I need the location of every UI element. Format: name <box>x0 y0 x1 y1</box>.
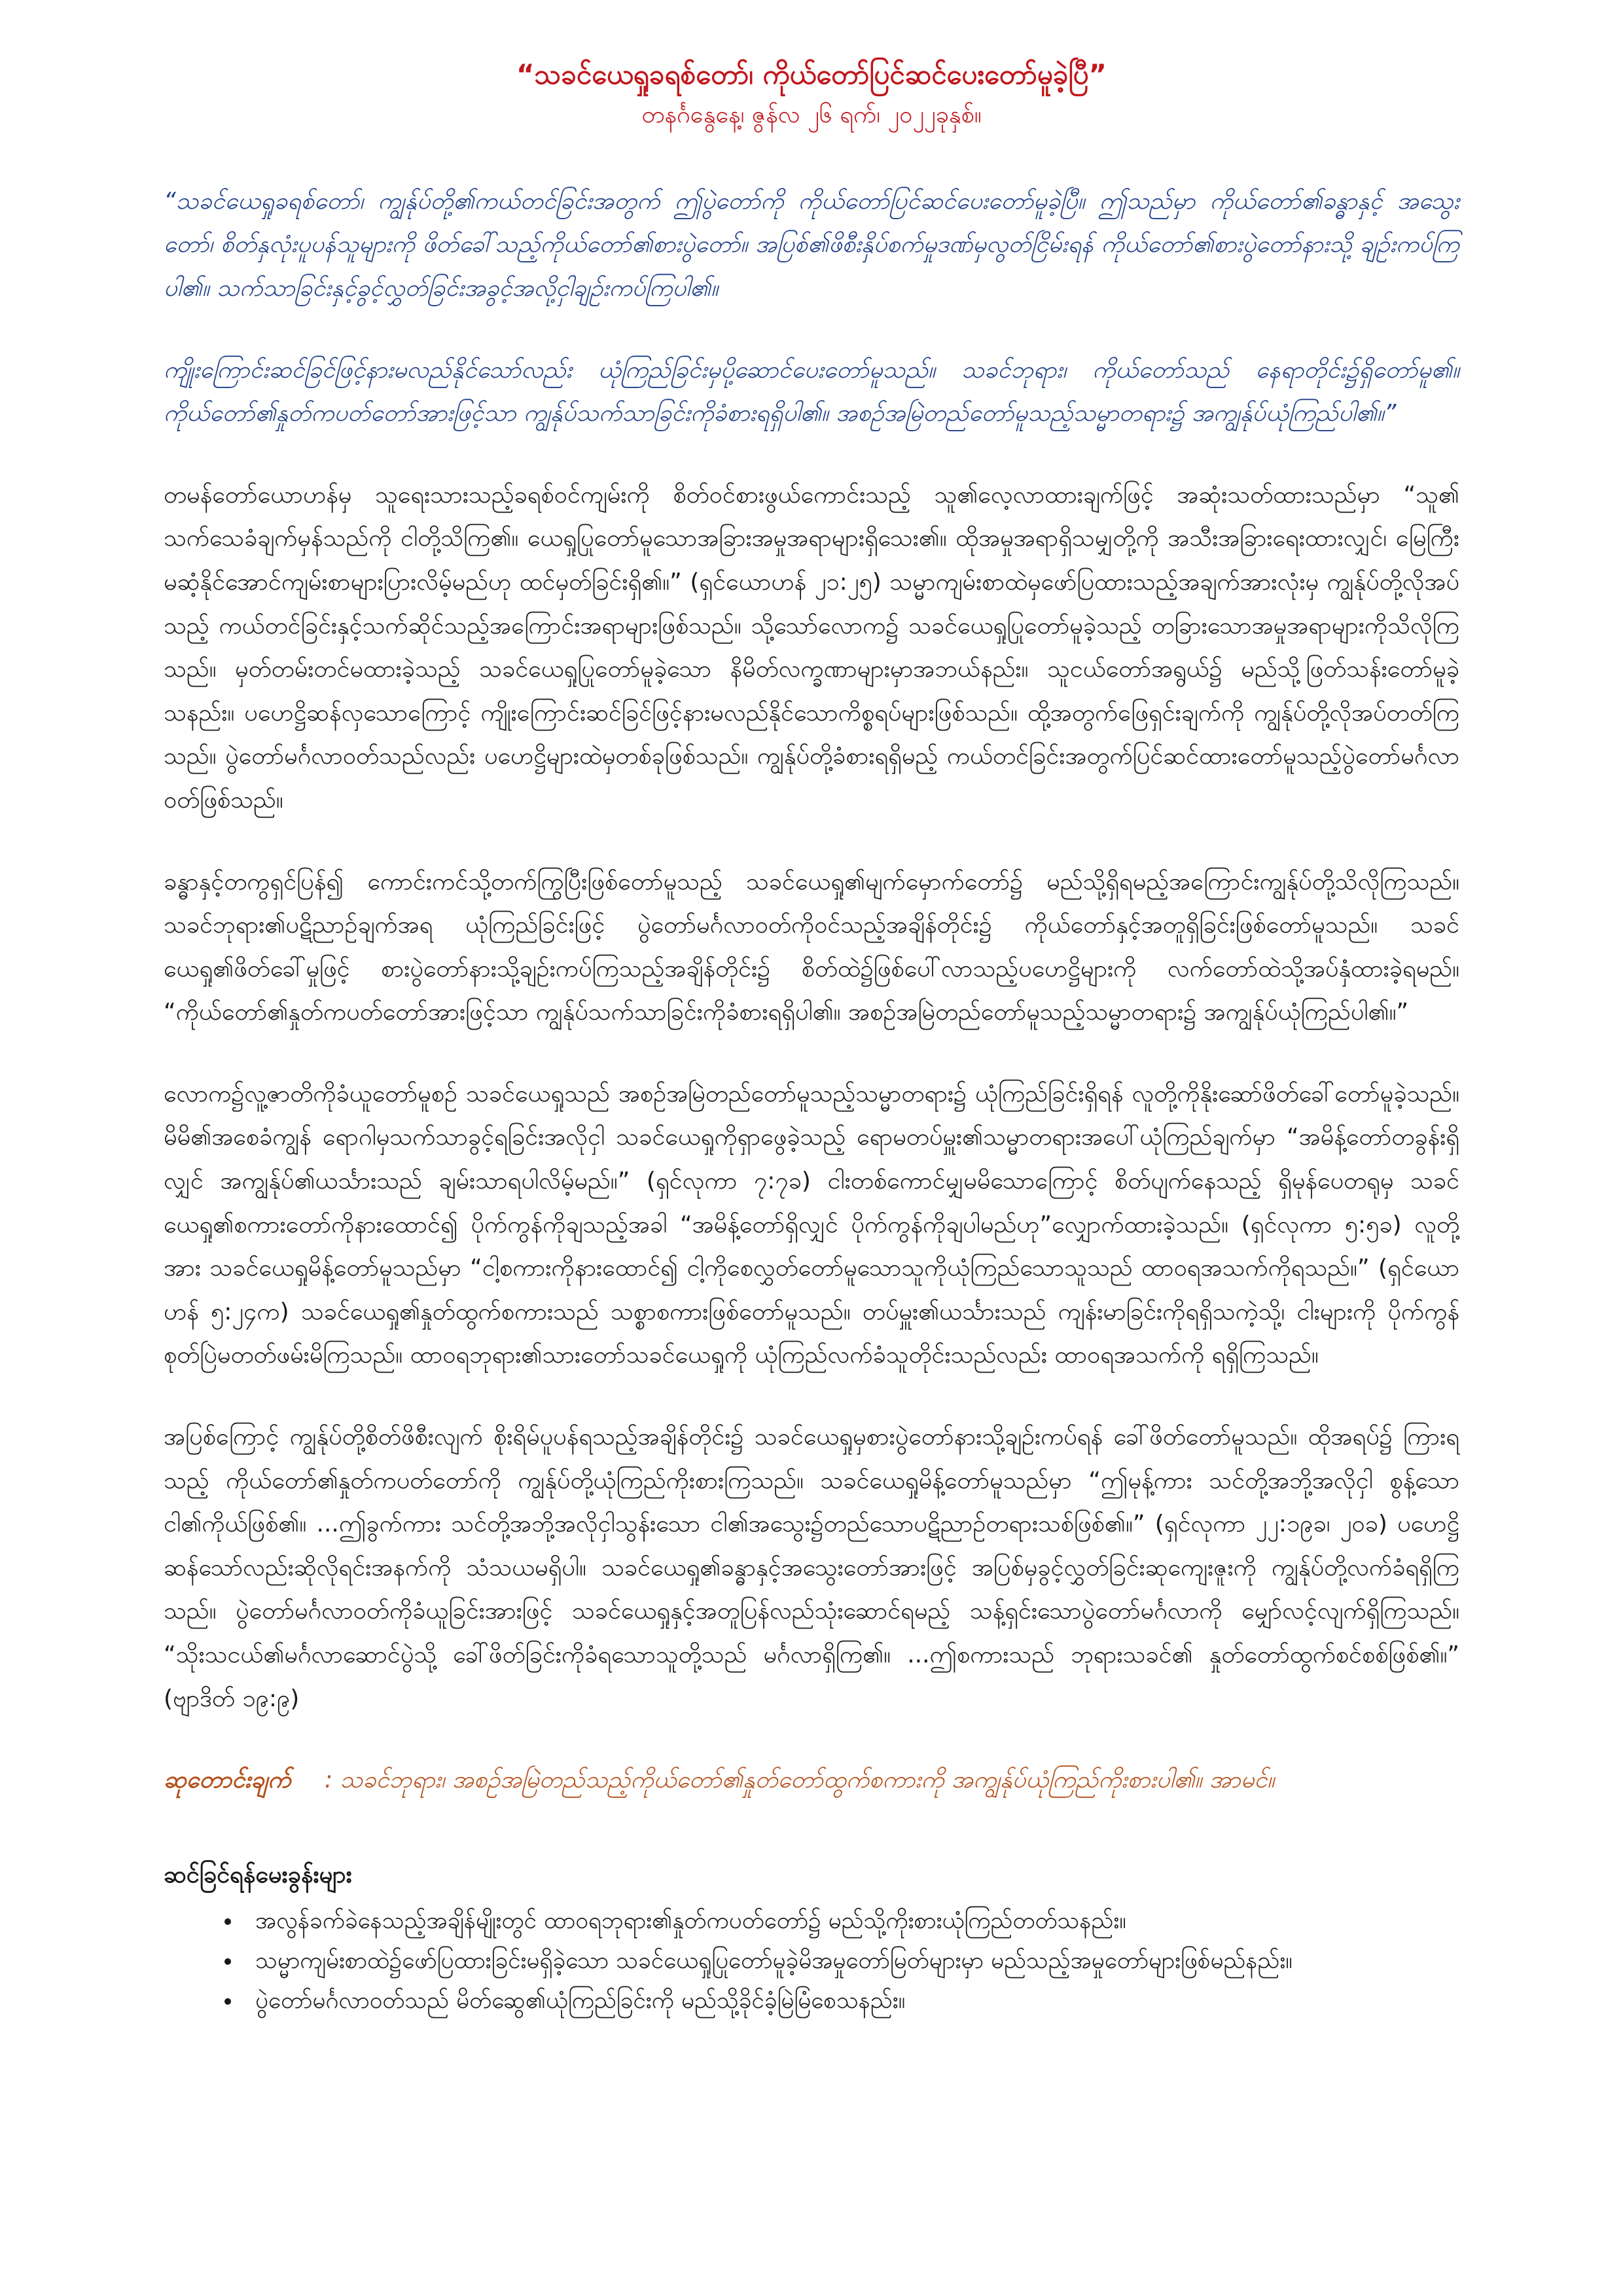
questions-list <box>164 1901 1459 2022</box>
prayer <box>164 1759 1459 1803</box>
question-item: • အလွန်ခက်ခဲနေသည့်အချိန်မျိုးတွင် ထာဝရဘုရား၏နှုတ်ကပတ်တော်၌ မည်သို့ကိုးစားယုံကြည်တတ်သနည်း။ <box>242 1901 1459 1941</box>
document-date: တနင်္ဂနွေနေ့၊ ဇွန်လ ၂၆ ရက်၊ ၂၀၂၂ခုနှစ်။ <box>641 101 982 129</box>
body-paragraph-3: လောက၌လူ့ဇာတိကိုခံယူတော်မူစဉ် သခင်ယေရှုသည် အစဉ်အမြဲတည်တော်မူသည့်သမ္မာတရား၌ ယုံကြည်ခြင်းရှိရန် လူတို့ကိုနိုးဆော်ဖိတ်ခေါ်တော်မူခဲ့သည်။ မိမိ၏အစေခံကျွန် ရောဂါမှသက်သာခွင့်ရခြင်းအလိုငှါ သခင်ယေရှုကိုရှာဖွေခဲ့သည့် ရောမတပ်မှူး၏သမ္မာတရားအပေါ်ယုံကြည်ချက်မှာ “အမိန့်တော်တခွန်းရှိလျှင် အကျွန်ုပ်၏ယင်္သားသည် ချမ်းသာရပါလိမ့်မည်။” (ရှင်လုကာ ၇:၇ခ) ငါးတစ်ကောင်မျှမမိသောကြောင့် စိတ်ပျက်နေသည့် ရှိမုန်ပေတရုမှ သခင်ယေရှု၏စကားတော်ကိုနားထောင်၍ ပိုက်ကွန်ကိုချသည့်အခါ “အမိန့်တော်ရှိလျှင် ပိုက်ကွန်ကိုချပါမည်ဟု”လျှောက်ထားခဲ့သည်။ (ရှင်လုကာ ၅:၅ခ) လူတို့အား သခင်ယေရှုမိန့်တော်မူသည်မှာ “ငါ့စကားကိုနားထောင်၍ ငါ့ကိုစေလွှတ်တော်မူသောသူကိုယုံကြည်သောသူသည် ထာဝရအသက်ကိုရသည်။” (ရှင်ယောဟန် ၅:၂၄က) သခင်ယေရှု၏နှုတ်ထွက်စကားသည် သစ္စာစကားဖြစ်တော်မူသည်။ တပ်မှူး၏ယင်္သားသည် ကျန်းမာခြင်းကိုရရှိသကဲ့သို့၊ ငါးများကို ပိုက်ကွန်စုတ်ပြဲမတတ်ဖမ်းမိကြသည်။ ထာဝရဘုရား၏သားတော်သခင်ယေရှုကို ယုံကြည်လက်ခံသူတိုင်းသည်လည်း ထာဝရအသက်ကို ရရှိကြသည်။ <box>164 1080 1459 1369</box>
body-paragraph-4: အပြစ်ကြောင့် ကျွန်ုပ်တို့စိတ်ဖိစီးလျက် စိုးရိမ်ပူပန်ရသည့်အချိန်တိုင်း၌ သခင်ယေရှုမှစားပွဲတော်နားသို့ချဉ်းကပ်ရန် ခေါ်ဖိတ်တော်မူသည်။ ထိုအရပ်၌ ကြားရသည့် ကိုယ်တော်၏နှုတ်ကပတ်တော်ကို ကျွန်ုပ်တို့ယုံကြည်ကိုးစားကြသည်။ သခင်ယေရှုမိန့်တော်မူသည်မှာ “ဤမုန့်ကား သင်တို့အဘို့အလိုငှါ စွန့်သောငါ၏ကိုယ်ဖြစ်၏။ ...ဤခွက်ကား သင်တို့အဘို့အလိုငှါသွန်းသော ငါ၏အသွေး၌တည်သောပဋိညာဉ်တရားသစ်ဖြစ်၏။” (ရှင်လုကာ ၂၂:၁၉ခ၊ ၂၀ခ) ပဟေဋ္ဌိဆန်သော်လည်းဆိုလိုရင်းအနက်ကို သံသယမရှိပါ။ သခင်ယေရှု၏ခန္ဓာနှင့်အသွေးတော်အားဖြင့် အပြစ်မှခွင့်လွှတ်ခြင်းဆုကျေးဇူးကို ကျွန်ုပ်တို့လက်ခံရရှိကြသည်။ ပွဲတော်မင်္ဂလာဝတ်ကိုခံယူခြင်းအားဖြင့် သခင်ယေရှုနှင့်အတူပြန်လည်သုံးဆောင်ရမည့် သန့်ရှင်းသောပွဲတော်မင်္ဂလာကို မျှော်လင့်လျက်ရှိကြသည်။ “သိုးသငယ်၏မင်္ဂလာဆောင်ပွဲသို့ ခေါ်ဖိတ်ခြင်းကိုခံရသောသူတို့သည် မင်္ဂလာရှိကြ၏။ ...ဤစကားသည် ဘုရားသခင်၏ နှုတ်တော်ထွက်စင်စစ်ဖြစ်၏။” (ဗျာဒိတ် ၁၉:၉) <box>164 1424 1459 1712</box>
question-item: • သမ္မာကျမ်းစာထဲ၌ဖော်ပြထားခြင်းမရှိခဲ့သော သခင်ယေရှုပြုတော်မူခဲ့မိအမှုတော်မြတ်များမှာ မည်သည့်အမှုတော်များဖြစ်မည်နည်း။ <box>242 1941 1459 1981</box>
questions-heading: ဆင်ခြင်ရန်မေးခွန်းများ <box>164 1861 352 1888</box>
question-item: • ပွဲတော်မင်္ဂလာဝတ်သည် မိတ်ဆွေ၏ယုံကြည်ခြင်းကို မည်သို့ခိုင်ခံ့မြဲမြံစေသနည်း။ <box>242 1981 1459 2021</box>
body-paragraph-2: ခန္ဓာနှင့်တကွရှင်ပြန်၍ ကောင်းကင်သို့တက်ကြွပြီးဖြစ်တော်မူသည့် သခင်ယေရှု၏မျက်မှောက်တော်၌ မည်သို့ရှိရမည့်အကြောင်းကျွန်ုပ်တို့သိလိုကြသည်။ သခင်ဘုရား၏ပဋိညာဉ်ချက်အရ ယုံကြည်ခြင်းဖြင့် ပွဲတော်မင်္ဂလာဝတ်ကိုဝင်သည့်အချိန်တိုင်း၌ ကိုယ်တော်နှင့်အတူရှိခြင်းဖြစ်တော်မူသည်။ သခင်ယေရှု၏ဖိတ်ခေါ်မှုဖြင့် စားပွဲတော်နားသို့ချဉ်းကပ်ကြသည့်အချိန်တိုင်း၌ စိတ်ထဲ၌ဖြစ်ပေါ်လာသည့်ပဟေဋ္ဌိများကို လက်တော်ထဲသို့အပ်နှံထားခဲ့ရမည်။ “ကိုယ်တော်၏နှုတ်ကပတ်တော်အားဖြင့်သာ ကျွန်ုပ်သက်သာခြင်းကိုခံစားရရှိပါ၏။ အစဉ်အမြဲတည်တော်မူသည့်သမ္မာတရား၌ အကျွန်ုပ်ယုံကြည်ပါ၏။” <box>164 868 1459 1026</box>
opening-quote-2: ကျိုးကြောင်းဆင်ခြင်ဖြင့်နားမလည်နိုင်သော်လည်း ယုံကြည်ခြင်းမှပို့ဆောင်ပေးတော်မူသည်။ သခင်ဘုရား၊ ကိုယ်တော်သည် နေရာတိုင်း၌ရှိတော်မူ၏။ ကိုယ်တော်၏နှုတ်ကပတ်တော်အားဖြင့်သာ ကျွန်ုပ်သက်သာခြင်းကိုခံစားရရှိပါ၏။ အစဉ်အမြဲတည်တော်မူသည့်သမ္မာတရား၌ အကျွန်ုပ်ယုံကြည်ပါ၏။” <box>164 356 1459 427</box>
opening-quote-1: “သခင်ယေရှုခရစ်တော်၊ ကျွန်ုပ်တို့၏ကယ်တင်ခြင်းအတွက် ဤပွဲတော်ကို ကိုယ်တော်ပြင်ဆင်ပေးတော်မူခဲ့ပြီ။ ဤသည်မှာ ကိုယ်တော်၏ခန္ဓာနှင့် အသွေးတော်၊ စိတ်နှလုံးပူပန်သူများကို ဖိတ်ခေါ်သည့်ကိုယ်တော်၏စားပွဲတော်။ အပြစ်၏ဖိစီးနှိပ်စက်မှုဒဏ်မှလွတ်ငြိမ်းရန် ကိုယ်တော်၏စားပွဲတော်နားသို့ ချဉ်းကပ်ကြပါ၏။ သက်သာခြင်းနှင့်ခွင့်လွှတ်ခြင်းအခွင့်အလို့ငှါချဉ်းကပ်ကြပါ၏။ <box>164 187 1459 302</box>
body-paragraph-1: တမန်တော်ယောဟန်မှ သူရေးသားသည့်ခရစ်ဝင်ကျမ်းကို စိတ်ဝင်စားဖွယ်ကောင်းသည့် သူ၏လေ့လာထားချက်ဖြင့် အဆုံးသတ်ထားသည်မှာ “သူ၏ သက်သေခံချက်မှန်သည်ကို ငါတို့သိကြ၏။ ယေရှုပြုတော်မူသောအခြားအမှုအရာများရှိသေး၏။ ထိုအမှုအရာရှိသမျှတို့ကို အသီးအခြားရေးထားလျှင်၊ မြေကြီးမဆံ့နိုင်အောင်ကျမ်းစာများပြားလိမ့်မည်ဟု ထင်မှတ်ခြင်းရှိ၏။” (ရှင်ယောဟန် ၂၁:၂၅) သမ္မာကျမ်းစာထဲမှဖော်ပြထားသည့်အချက်အားလုံးမှ ကျွန်ုပ်တို့လိုအပ်သည့် ကယ်တင်ခြင်းနှင့်သက်ဆိုင်သည့်အကြောင်းအရာများဖြစ်သည်။ သို့သော်လောက၌ သခင်ယေရှုပြုတော်မူခဲ့သည့် တခြားသောအမှုအရာများကိုသိလိုကြသည်။ မှတ်တမ်းတင်မထားခဲ့သည့် သခင်ယေရှုပြုတော်မူခဲ့သော နိမိတ်လက္ခဏာများမှာအဘယ်နည်း။ သူငယ်တော်အရွယ်၌ မည်သို့ဖြတ်သန်းတော်မူခဲ့သနည်း။ ပဟေဋ္ဌိဆန်လှသောကြောင့် ကျိုးကြောင်းဆင်ခြင်ဖြင့်နားမလည်နိုင်သောကိစ္စရပ်များဖြစ်သည်။ ထို့အတွက်ဖြေရှင်းချက်ကို ကျွန်ုပ်တို့လိုအပ်တတ်ကြသည်။ ပွဲတော်မင်္ဂလာဝတ်သည်လည်း ပဟေဋ္ဌိများထဲမှတစ်ခုဖြစ်သည်။ ကျွန်ုပ်တို့ခံစားရရှိမည့် ကယ်တင်ခြင်းအတွက်ပြင်ဆင်ထားတော်မူသည့်ပွဲတော်မင်္ဂလာဝတ်ဖြစ်သည်။ <box>164 481 1459 814</box>
document-title: “သခင်ယေရှုခရစ်တော်၊ ကိုယ်တော်ပြင်ဆင်ပေးတော်မူခဲ့ပြီ” <box>516 58 1107 90</box>
prayer-text: : သခင်ဘုရား၊ အစဉ်အမြဲတည်သည့်ကိုယ်တော်၏နှုတ်တော်ထွက်စကားကို အကျွန်ုပ်ယုံကြည်ကိုးစားပါ၏။ အာမင်။ <box>324 1767 1275 1794</box>
prayer-label: ဆုတောင်းချက် <box>164 1767 291 1794</box>
